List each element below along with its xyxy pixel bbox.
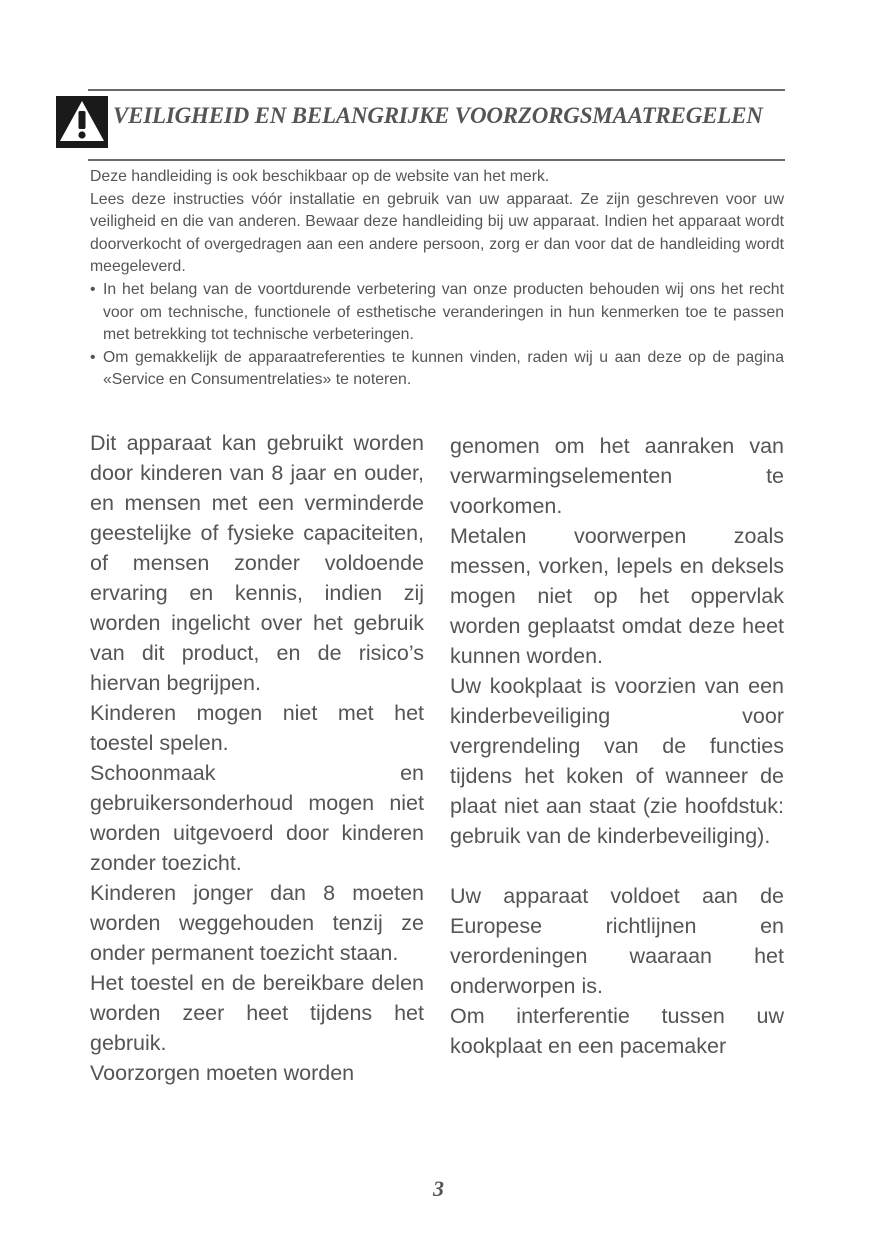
right-column <box>450 431 784 1061</box>
warning-triangle-icon <box>56 96 108 148</box>
list-item <box>90 347 784 392</box>
list-item <box>90 279 784 347</box>
paragraph: Schoonmaak en gebruikersonderhoud mogen niet worden uitgevoerd door kinderen zonder toezicht. <box>90 761 424 875</box>
paragraph: Dit apparaat kan gebruikt worden door kinderen van 8 jaar en ouder, en mensen met een verminderde geestelijke of fysieke capaciteiten, of mensen zonder voldoende ervaring en kennis, indien zij worden ingelicht over het gebruik van dit product, en de risico’s hiervan begrijpen. <box>90 431 424 695</box>
intro-section <box>90 166 784 392</box>
intro-availability: Deze handleiding is ook beschikbaar op de website van het merk. <box>90 168 550 185</box>
header-bottom-rule <box>88 159 785 161</box>
intro-paragraph: Lees deze instructies vóór installatie en gebruik van uw apparaat. Ze zijn geschreven voor uw veiligheid en die van anderen. Bewaar deze handleiding bij uw apparaat. Indien het apparaat wordt doorverkocht of overgedragen aan een andere persoon, zorg er dan voor dat de handleiding wordt meegeleverd. <box>90 190 784 276</box>
paragraph-spacer <box>450 851 784 881</box>
bullet-text: In het belang van de voortdurende verbetering van onze producten behouden wij ons het recht voor om technische, functionele of esthetische veranderingen in hun kenmerken toe te passen met betrekking tot technische verbeteringen. <box>103 280 784 344</box>
paragraph: Metalen voorwerpen zoals messen, vorken, lepels en deksels mogen niet op het oppervlak worden geplaatst omdat deze heet kunnen worden. <box>450 524 784 668</box>
paragraph: Om interferentie tussen uw kookplaat en een pacemaker <box>450 1004 784 1058</box>
paragraph: Het toestel en de bereikbare delen worden zeer heet tijdens het gebruik. <box>90 971 424 1055</box>
page-title: VEILIGHEID EN BELANGRIJKE VOORZORGSMAATREGELEN <box>113 103 763 128</box>
intro-bullet-list <box>90 279 784 392</box>
paragraph: genomen om het aanraken van verwarmingselementen te voorkomen. <box>450 434 784 518</box>
paragraph: Kinderen mogen niet met het toestel spelen. <box>90 701 424 755</box>
paragraph: Uw kookplaat is voorzien van een kinderbeveiliging voor vergrendeling van de functies tijdens het koken of wanneer de plaat niet aan staat (zie hoofdstuk: gebruik van de kinderbeveiliging). <box>450 674 784 848</box>
bullet-text: Om gemakkelijk de apparaatreferenties te kunnen vinden, raden wij u aan deze op de pagina «Service en Consumentrelaties» te noteren. <box>103 348 784 389</box>
header-top-rule <box>88 89 785 91</box>
bullet-marker: • <box>90 280 96 298</box>
paragraph: Uw apparaat voldoet aan de Europese richtlijnen en verordeningen waaraan het onderworpen is. <box>450 884 784 998</box>
paragraph: Voorzorgen moeten worden <box>90 1061 355 1085</box>
page-number: 3 <box>433 1176 444 1201</box>
paragraph: Kinderen jonger dan 8 moeten worden weggehouden tenzij ze onder permanent toezicht staan. <box>90 881 424 965</box>
left-column <box>90 428 424 1088</box>
bullet-marker: • <box>90 348 96 366</box>
